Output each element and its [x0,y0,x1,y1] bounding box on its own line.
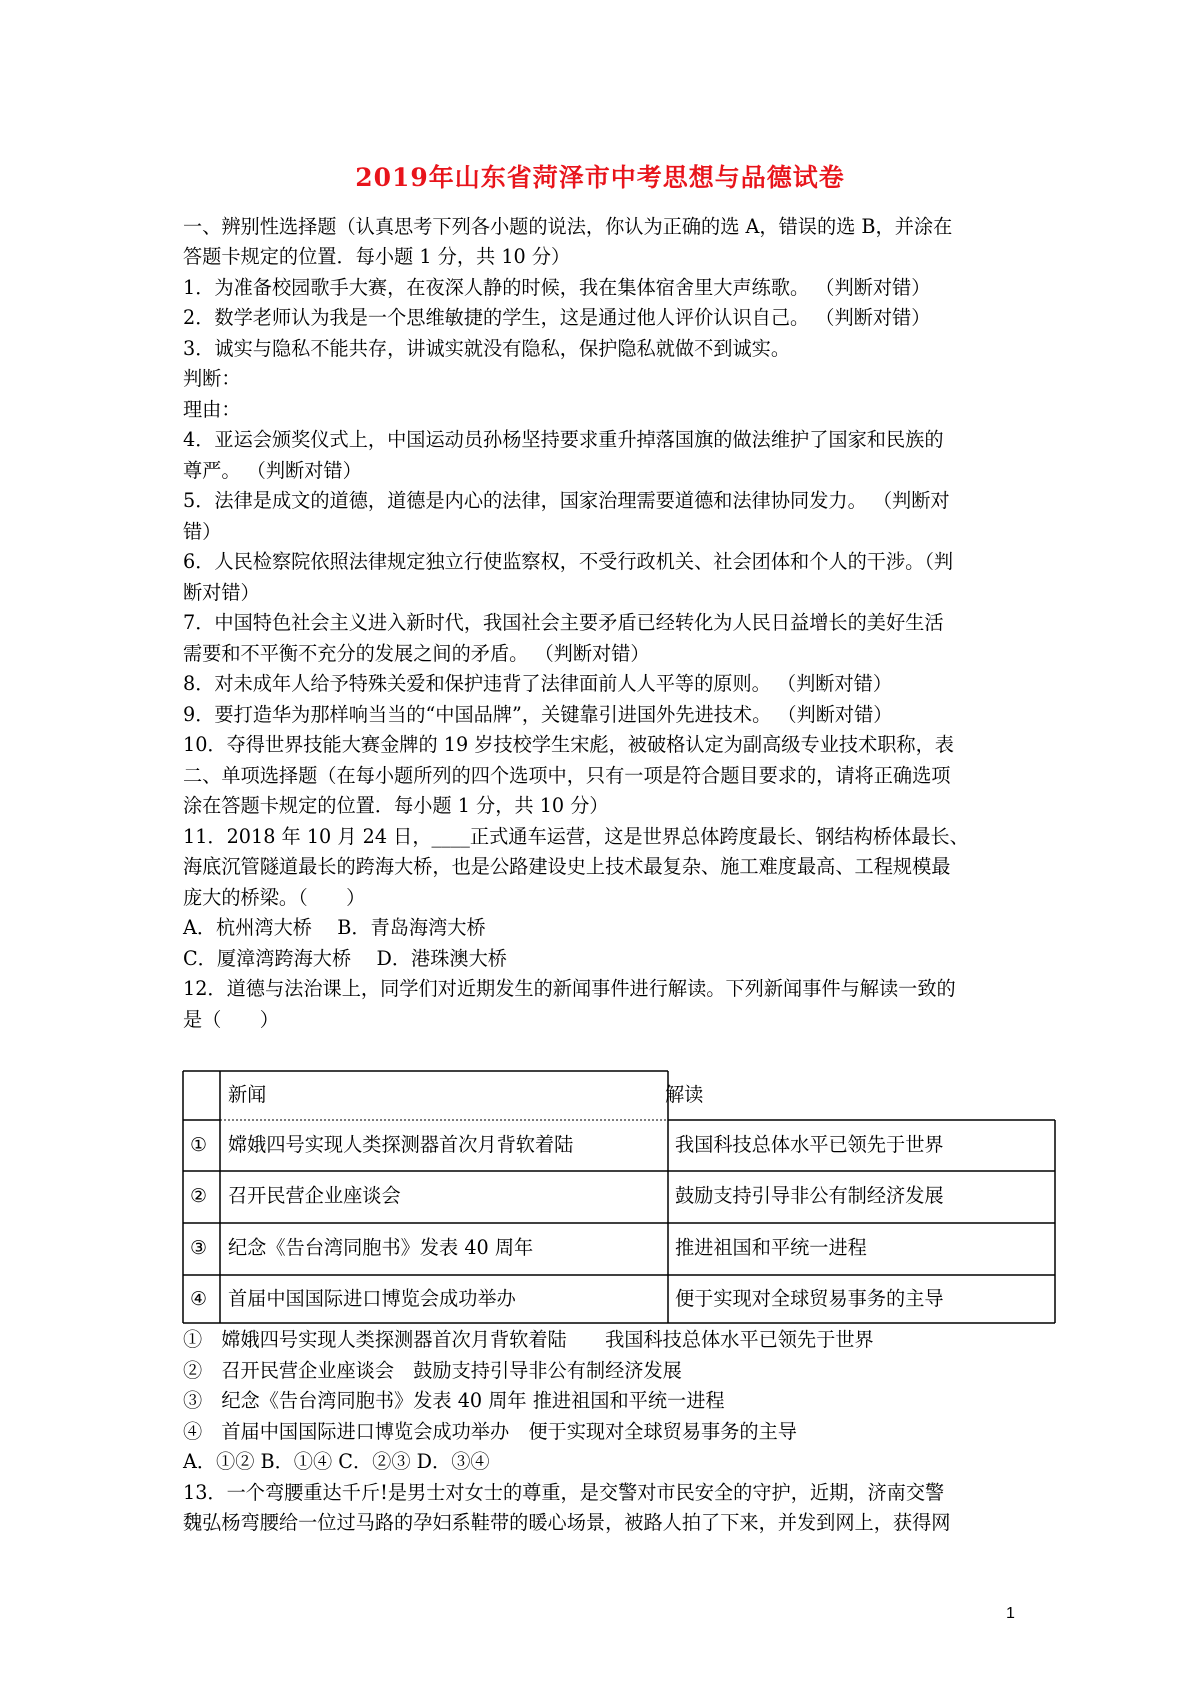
text-line: 6．人民检察院依照法律规定独立行使监察权，不受行政机关、社会团体和个人的干涉。（判 [183,550,954,573]
table-row-marker: ④ [190,1287,208,1310]
text-line: 10．夺得世界技能大赛金牌的 19 岁技校学生宋彪，被破格认定为副高级专业技术职称，表 [183,733,954,756]
text-line: 8．对未成年人给予特殊关爱和保护违背了法律面前人人平等的原则。 （判断对错） [183,672,893,695]
text-line: 海底沉管隧道最长的跨海大桥，也是公路建设史上技术最复杂、施工难度最高、工程规模最 [183,855,951,878]
text-line: 魏弘杨弯腰给一位过马路的孕妇系鞋带的暖心场景，被路人拍了下来，并发到网上，获得网 [183,1511,951,1534]
table-cell-interpretation: 便于实现对全球贸易事务的主导 [675,1287,944,1310]
text-line: 涂在答题卡规定的位置．每小题 1 分，共 10 分） [183,794,609,817]
text-line: 尊严。 （判断对错） [183,459,362,482]
text-line: 错） [183,520,222,543]
page-number: 1 [1006,1605,1015,1622]
text-line: 是（ ） [183,1008,279,1031]
table-header-interpretation: 解读 [665,1083,704,1106]
text-line: 12．道德与法治课上，同学们对近期发生的新闻事件进行解读。下列新闻事件与解读一致的 [183,977,956,1000]
text-line: C．厦漳湾跨海大桥 D．港珠澳大桥 [183,947,507,970]
text-line: 13．一个弯腰重达千斤!是男士对女士的尊重，是交警对市民安全的守护，近期，济南交警 [183,1481,945,1504]
table-cell-news: 纪念《告台湾同胞书》发表 40 周年 [228,1236,534,1259]
table-cell-interpretation: 推进祖国和平统一进程 [675,1236,867,1259]
table-cell-interpretation: 我国科技总体水平已领先于世界 [675,1133,944,1156]
text-line: A．①② B．①④ C．②③ D．③④ [183,1450,490,1473]
text-line: 答题卡规定的位置．每小题 1 分，共 10 分） [183,245,571,268]
text-line: 一、辨别性选择题（认真思考下列各小题的说法，你认为正确的选 A，错误的选 B，并涂在 [183,215,953,238]
table-cell-news: 首届中国国际进口博览会成功举办 [228,1287,516,1310]
text-line: ④ 首届中国国际进口博览会成功举办 便于实现对全球贸易事务的主导 [183,1420,797,1443]
text-line: 庞大的桥梁。（ ） [183,886,366,909]
text-line: A．杭州湾大桥 B．青岛海湾大桥 [183,916,486,939]
text-line: 9．要打造华为那样响当当的“中国品牌”，关键靠引进国外先进技术。 （判断对错） [183,703,893,726]
text-line: ② 召开民营企业座谈会 鼓励支持引导非公有制经济发展 [183,1359,682,1382]
text-line: 7．中国特色社会主义进入新时代，我国社会主要矛盾已经转化为人民日益增长的美好生活 [183,611,944,634]
text-line: 断对错） [183,581,260,604]
text-line: ① 嫦娥四号实现人类探测器首次月背软着陆 我国科技总体水平已领先于世界 [183,1328,874,1351]
text-line: 二、单项选择题（在每小题所列的四个选项中，只有一项是符合题目要求的，请将正确选项 [183,764,951,787]
text-line: 5．法律是成文的道德，道德是内心的法律，国家治理需要道德和法律协同发力。 （判断对 [183,489,950,512]
text-line: ③ 纪念《告台湾同胞书》发表 40 周年 推进祖国和平统一进程 [183,1389,725,1412]
table-cell-interpretation: 鼓励支持引导非公有制经济发展 [675,1184,944,1207]
table-row-marker: ③ [190,1236,208,1259]
table-row-marker: ① [190,1133,208,1156]
text-line: 4．亚运会颁奖仪式上，中国运动员孙杨坚持要求重升掉落国旗的做法维护了国家和民族的 [183,428,944,451]
table-cell-news: 召开民营企业座谈会 [228,1184,401,1207]
text-line: 3．诚实与隐私不能共存，讲诚实就没有隐私，保护隐私就做不到诚实。 [183,337,791,360]
text-line: 2．数学老师认为我是一个思维敏捷的学生，这是通过他人评价认识自己。 （判断对错） [183,306,931,329]
table-cell-news: 嫦娥四号实现人类探测器首次月背软着陆 [228,1133,574,1156]
text-line: 11．2018 年 10 月 24 日，____正式通车运营，这是世界总体跨度最长、钢结构桥体最长、 [183,825,969,848]
text-line: 1．为准备校园歌手大赛，在夜深人静的时候，我在集体宿舍里大声练歌。 （判断对错） [183,276,931,299]
page-title: 2019年山东省菏泽市中考思想与品德试卷 [355,163,845,192]
text-line: 理由： [183,398,241,421]
table-row-marker: ② [190,1184,208,1207]
text-line: 需要和不平衡不充分的发展之间的矛盾。 （判断对错） [183,642,650,665]
table-header-news: 新闻 [228,1083,267,1106]
text-line: 判断： [183,367,241,390]
